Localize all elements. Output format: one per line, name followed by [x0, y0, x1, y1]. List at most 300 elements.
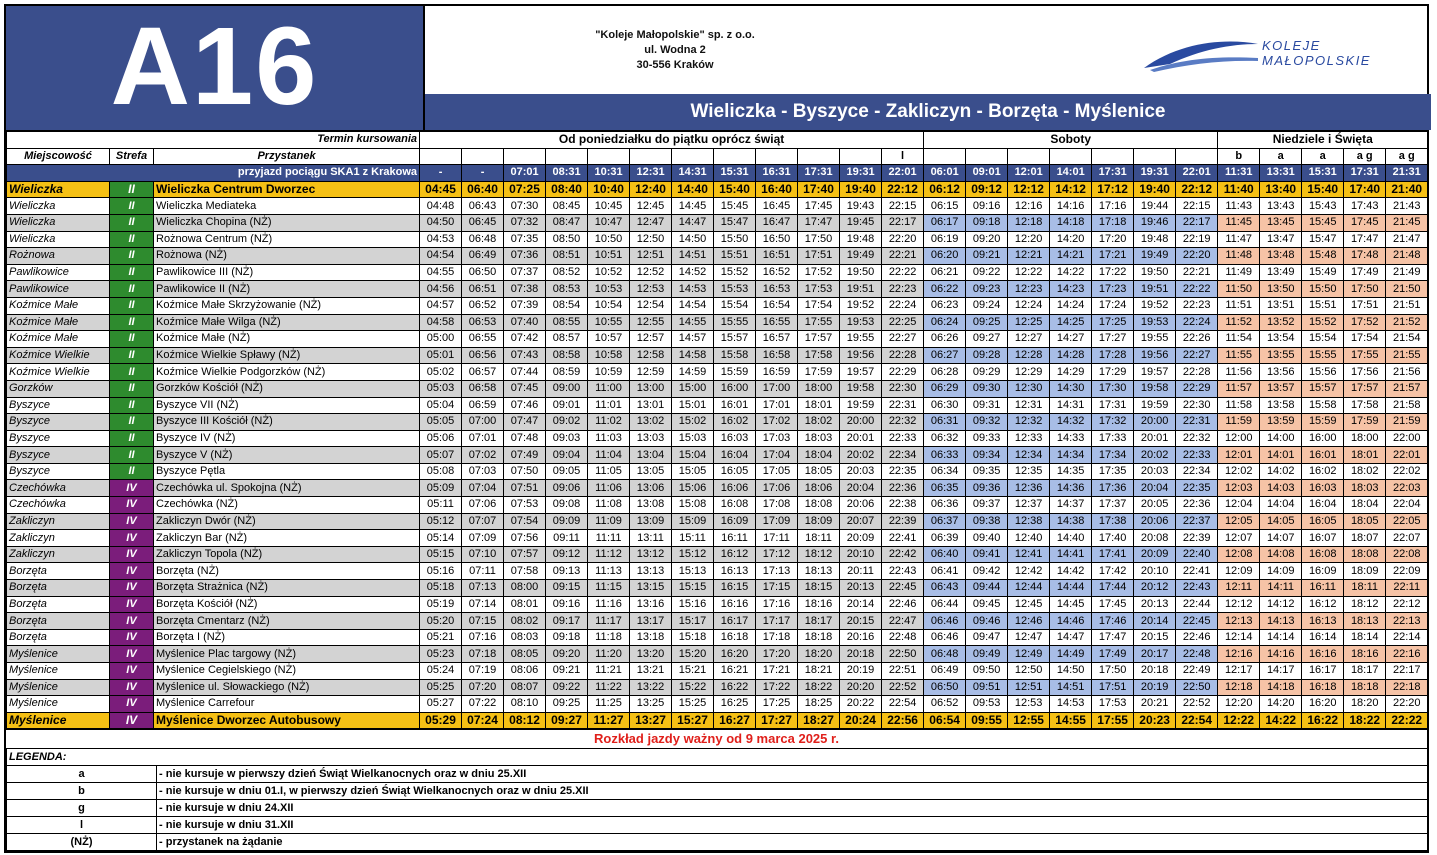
departure-time: 15:03: [672, 430, 714, 447]
stop-row: [7, 181, 1428, 198]
stop-row: [7, 447, 1428, 464]
stop-row: [7, 364, 1428, 381]
departure-time: 20:21: [1134, 696, 1176, 713]
departure-time: 07:54: [504, 513, 546, 530]
departure-time: 15:12: [672, 546, 714, 563]
departure-time: 14:41: [1050, 546, 1092, 563]
departure-time: 10:59: [588, 364, 630, 381]
departure-time: 22:50: [1176, 679, 1218, 696]
departure-time: 17:44: [1092, 580, 1134, 597]
departure-time: 05:18: [420, 580, 462, 597]
departure-time: 04:53: [420, 231, 462, 248]
departure-time: 14:34: [1050, 447, 1092, 464]
departure-time: 15:01: [672, 397, 714, 414]
departure-time: 21:51: [1386, 297, 1428, 314]
departure-time: 09:46: [966, 613, 1008, 630]
stop-zone: II: [110, 430, 154, 447]
departure-time: 11:16: [588, 596, 630, 613]
departure-time: 04:50: [420, 214, 462, 231]
train-time: 15:31: [1302, 165, 1344, 182]
departure-time: 14:53: [1050, 696, 1092, 713]
stop-town: Myślenice: [7, 646, 110, 663]
company-address: [525, 28, 825, 73]
stop-name: Koźmice Małe (NŻ): [154, 331, 420, 348]
departure-time: 20:06: [1134, 513, 1176, 530]
stop-name: Byszyce Pętla: [154, 463, 420, 480]
departure-time: 06:30: [924, 397, 966, 414]
departure-time: 08:12: [504, 712, 546, 729]
departure-time: 09:41: [966, 546, 1008, 563]
departure-time: 09:51: [966, 679, 1008, 696]
departure-time: 15:52: [714, 264, 756, 281]
stop-row: [7, 546, 1428, 563]
stop-row: [7, 629, 1428, 646]
departure-time: 16:20: [1302, 696, 1344, 713]
departure-time: 22:24: [1176, 314, 1218, 331]
departure-time: 16:53: [756, 281, 798, 298]
departure-time: 19:55: [1134, 331, 1176, 348]
departure-time: 12:34: [1008, 447, 1050, 464]
departure-time: 05:07: [420, 447, 462, 464]
departure-time: 12:38: [1008, 513, 1050, 530]
departure-time: 19:50: [840, 264, 882, 281]
departure-time: 20:13: [1134, 596, 1176, 613]
stop-name: Pawlikowice II (NŻ): [154, 281, 420, 298]
departure-time: 12:59: [630, 364, 672, 381]
stop-row: [7, 530, 1428, 547]
departure-time: 06:56: [462, 347, 504, 364]
departure-time: 13:05: [630, 463, 672, 480]
departure-time: 17:48: [1344, 248, 1386, 265]
departure-time: 14:50: [1050, 663, 1092, 680]
departure-time: 13:45: [1260, 214, 1302, 231]
departure-time: 06:20: [924, 248, 966, 265]
departure-time: 15:20: [672, 646, 714, 663]
departure-time: 07:19: [462, 663, 504, 680]
koleje-malopolskie-logo: [1140, 34, 1380, 74]
train-time: 17:31: [1092, 165, 1134, 182]
departure-time: 14:25: [1050, 314, 1092, 331]
departure-time: 12:50: [1008, 663, 1050, 680]
train-time: 09:01: [966, 165, 1008, 182]
stop-zone: II: [110, 281, 154, 298]
departure-time: 22:40: [1176, 546, 1218, 563]
departure-time: 14:31: [1050, 397, 1092, 414]
departure-time: 17:13: [756, 563, 798, 580]
departure-time: 15:04: [672, 447, 714, 464]
stop-town: Byszyce: [7, 397, 110, 414]
stop-name: Koźmice Wielkie Spławy (NŻ): [154, 347, 420, 364]
departure-time: 07:16: [462, 629, 504, 646]
legend-text: - przystanek na żądanie: [157, 834, 1428, 851]
departure-time: 22:50: [882, 646, 924, 663]
stop-zone: IV: [110, 580, 154, 597]
departure-time: 16:17: [1302, 663, 1344, 680]
departure-time: 14:09: [1260, 563, 1302, 580]
departure-time: 21:52: [1386, 314, 1428, 331]
departure-time: 07:43: [504, 347, 546, 364]
departure-time: 22:39: [882, 513, 924, 530]
departure-time: 16:20: [714, 646, 756, 663]
departure-time: 06:50: [462, 264, 504, 281]
departure-time: 17:57: [1344, 380, 1386, 397]
departure-time: 17:22: [756, 679, 798, 696]
departure-time: 20:04: [1134, 480, 1176, 497]
departure-time: 06:45: [462, 214, 504, 231]
stop-town: Wieliczka: [7, 214, 110, 231]
legend-title: LEGENDA:: [7, 749, 1428, 766]
departure-time: 11:20: [588, 646, 630, 663]
departure-time: 15:09: [672, 513, 714, 530]
departure-time: 15:06: [672, 480, 714, 497]
legend-text: - nie kursuje w dniu 01.I, w pierwszy dzień Świąt Wielkanocnych oraz w dniu 25.XII: [157, 783, 1428, 800]
departure-time: 15:21: [672, 663, 714, 680]
departure-time: 13:13: [630, 563, 672, 580]
departure-time: 16:05: [714, 463, 756, 480]
departure-time: 11:56: [1218, 364, 1260, 381]
departure-time: 17:55: [1092, 712, 1134, 729]
departure-time: 13:03: [630, 430, 672, 447]
departure-time: 20:14: [840, 596, 882, 613]
stop-row: [7, 679, 1428, 696]
departure-time: 14:00: [1260, 430, 1302, 447]
legend-text: - nie kursuje w dniu 24.XII: [157, 800, 1428, 817]
departure-time: 18:00: [798, 380, 840, 397]
departure-time: 08:07: [504, 679, 546, 696]
departure-time: 14:02: [1260, 463, 1302, 480]
departure-time: 22:47: [882, 613, 924, 630]
departure-time: 06:35: [924, 480, 966, 497]
stop-zone: II: [110, 198, 154, 215]
departure-time: 06:23: [924, 297, 966, 314]
departure-time: 14:53: [672, 281, 714, 298]
departure-time: 12:32: [1008, 414, 1050, 431]
departure-time: 09:05: [546, 463, 588, 480]
departure-time: 14:27: [1050, 331, 1092, 348]
departure-time: 12:33: [1008, 430, 1050, 447]
departure-time: 13:22: [630, 679, 672, 696]
departure-time: 08:55: [546, 314, 588, 331]
departure-time: 14:44: [1050, 580, 1092, 597]
stop-row: [7, 314, 1428, 331]
note-cell: [798, 148, 840, 165]
departure-time: 05:12: [420, 513, 462, 530]
departure-time: 05:23: [420, 646, 462, 663]
departure-time: 16:11: [714, 530, 756, 547]
departure-time: 12:16: [1008, 198, 1050, 215]
termin-label: Termin kursowania: [7, 132, 420, 149]
stop-town: Borzęta: [7, 563, 110, 580]
departure-time: 15:47: [714, 214, 756, 231]
departure-time: 22:23: [882, 281, 924, 298]
departure-time: 19:58: [1134, 380, 1176, 397]
departure-time: 22:12: [1176, 181, 1218, 198]
departure-time: 11:09: [588, 513, 630, 530]
departure-time: 16:07: [1302, 530, 1344, 547]
departure-time: 04:56: [420, 281, 462, 298]
departure-time: 22:15: [882, 198, 924, 215]
departure-time: 17:45: [1344, 214, 1386, 231]
departure-time: 18:03: [798, 430, 840, 447]
departure-time: 12:57: [630, 331, 672, 348]
stop-zone: IV: [110, 696, 154, 713]
departure-time: 22:48: [1176, 646, 1218, 663]
departure-time: 13:51: [1260, 297, 1302, 314]
departure-time: 22:02: [1386, 463, 1428, 480]
stop-name: Borzęta I (NŻ): [154, 629, 420, 646]
departure-time: 20:02: [840, 447, 882, 464]
departure-time: 17:40: [1344, 181, 1386, 198]
departure-time: 06:43: [462, 198, 504, 215]
stop-name: Byszyce IV (NŻ): [154, 430, 420, 447]
note-cell: [1134, 148, 1176, 165]
departure-time: 15:55: [714, 314, 756, 331]
departure-time: 21:56: [1386, 364, 1428, 381]
departure-time: 16:22: [714, 679, 756, 696]
departure-time: 17:31: [1092, 397, 1134, 414]
departure-time: 14:21: [1050, 248, 1092, 265]
legend-item: [7, 766, 1428, 783]
header-row-columns: [7, 148, 1428, 165]
departure-time: 20:00: [840, 414, 882, 431]
departure-time: 15:55: [1302, 347, 1344, 364]
departure-time: 15:51: [714, 248, 756, 265]
departure-time: 07:02: [462, 447, 504, 464]
departure-time: 14:42: [1050, 563, 1092, 580]
departure-time: 08:47: [546, 214, 588, 231]
departure-time: 12:18: [1218, 679, 1260, 696]
departure-time: 07:07: [462, 513, 504, 530]
departure-time: 09:27: [546, 712, 588, 729]
stop-name: Myślenice Cegielskiego (NŻ): [154, 663, 420, 680]
departure-time: 12:53: [1008, 696, 1050, 713]
departure-time: 07:36: [504, 248, 546, 265]
departure-time: 17:06: [756, 480, 798, 497]
departure-time: 11:52: [1218, 314, 1260, 331]
note-cell: a: [1302, 148, 1344, 165]
stop-row: [7, 198, 1428, 215]
departure-time: 12:09: [1218, 563, 1260, 580]
departure-time: 22:27: [1176, 347, 1218, 364]
departure-time: 17:00: [756, 380, 798, 397]
departure-time: 22:15: [1176, 198, 1218, 215]
departure-time: 11:00: [588, 380, 630, 397]
departure-time: 09:15: [546, 580, 588, 597]
legend-item: [7, 834, 1428, 851]
departure-time: 07:46: [504, 397, 546, 414]
stop-name: Wieliczka Mediateka: [154, 198, 420, 215]
departure-time: 20:19: [840, 663, 882, 680]
departure-time: 09:45: [966, 596, 1008, 613]
stop-town: Zakliczyn: [7, 530, 110, 547]
departure-time: 11:13: [588, 563, 630, 580]
departure-time: 11:27: [588, 712, 630, 729]
departure-time: 14:01: [1260, 447, 1302, 464]
departure-time: 17:42: [1092, 563, 1134, 580]
departure-time: 16:16: [714, 596, 756, 613]
stop-row: [7, 563, 1428, 580]
departure-time: 07:37: [504, 264, 546, 281]
departure-time: 11:59: [1218, 414, 1260, 431]
departure-time: 07:58: [504, 563, 546, 580]
stop-town: Byszyce: [7, 463, 110, 480]
stop-name: Wieliczka Centrum Dworzec: [154, 181, 420, 198]
departure-time: 20:03: [840, 463, 882, 480]
departure-time: 09:47: [966, 629, 1008, 646]
departure-time: 17:24: [1092, 297, 1134, 314]
departure-time: 09:49: [966, 646, 1008, 663]
departure-time: 18:16: [1344, 646, 1386, 663]
stop-zone: IV: [110, 646, 154, 663]
departure-time: 22:00: [1386, 430, 1428, 447]
departure-time: 09:33: [966, 430, 1008, 447]
stop-town: Byszyce: [7, 447, 110, 464]
train-time: 17:31: [798, 165, 840, 182]
stop-name: Koźmice Małe Wilga (NŻ): [154, 314, 420, 331]
departure-time: 04:45: [420, 181, 462, 198]
departure-time: 05:09: [420, 480, 462, 497]
stop-name: Rożnowa Centrum (NŻ): [154, 231, 420, 248]
departure-time: 13:11: [630, 530, 672, 547]
departure-time: 17:57: [798, 331, 840, 348]
departure-time: 11:25: [588, 696, 630, 713]
departure-time: 09:24: [966, 297, 1008, 314]
departure-time: 15:54: [1302, 331, 1344, 348]
departure-time: 07:50: [504, 463, 546, 480]
departure-time: 11:22: [588, 679, 630, 696]
timetable-sheet: [4, 4, 1429, 853]
note-cell: [588, 148, 630, 165]
departure-time: 22:35: [882, 463, 924, 480]
departure-time: 09:44: [966, 580, 1008, 597]
departure-time: 17:04: [756, 447, 798, 464]
departure-time: 18:08: [798, 497, 840, 514]
departure-time: 12:52: [630, 264, 672, 281]
stop-town: Zakliczyn: [7, 513, 110, 530]
departure-time: 13:47: [1260, 231, 1302, 248]
departure-time: 22:20: [1176, 248, 1218, 265]
departure-time: 22:09: [1386, 563, 1428, 580]
departure-time: 05:25: [420, 679, 462, 696]
departure-time: 12:24: [1008, 297, 1050, 314]
departure-time: 04:55: [420, 264, 462, 281]
departure-time: 15:16: [672, 596, 714, 613]
departure-time: 12:44: [1008, 580, 1050, 597]
departure-time: 13:52: [1260, 314, 1302, 331]
departure-time: 13:56: [1260, 364, 1302, 381]
departure-time: 09:34: [966, 447, 1008, 464]
stop-row: [7, 463, 1428, 480]
departure-time: 10:51: [588, 248, 630, 265]
departure-time: 16:47: [756, 214, 798, 231]
departure-time: 09:42: [966, 563, 1008, 580]
departure-time: 14:46: [1050, 613, 1092, 630]
departure-time: 18:12: [798, 546, 840, 563]
departure-time: 16:22: [1302, 712, 1344, 729]
train-time: 19:31: [840, 165, 882, 182]
departure-time: 14:18: [1050, 214, 1092, 231]
stop-name: Byszyce V (NŻ): [154, 447, 420, 464]
departure-time: 09:29: [966, 364, 1008, 381]
departure-time: 14:16: [1260, 646, 1302, 663]
departure-time: 12:47: [1008, 629, 1050, 646]
departure-time: 22:49: [1176, 663, 1218, 680]
departure-time: 08:51: [546, 248, 588, 265]
departure-time: 15:45: [1302, 214, 1344, 231]
departure-time: 17:35: [1092, 463, 1134, 480]
departure-time: 07:47: [504, 414, 546, 431]
departure-time: 14:14: [1260, 629, 1302, 646]
departure-time: 20:09: [840, 530, 882, 547]
departure-time: 22:45: [1176, 613, 1218, 630]
stop-town: Koźmice Małe: [7, 331, 110, 348]
departure-time: 14:52: [672, 264, 714, 281]
departure-time: 19:43: [840, 198, 882, 215]
departure-time: 22:33: [882, 430, 924, 447]
departure-time: 06:48: [462, 231, 504, 248]
departure-time: 11:03: [588, 430, 630, 447]
departure-time: 22:17: [1176, 214, 1218, 231]
departure-time: 05:19: [420, 596, 462, 613]
departure-time: 12:20: [1008, 231, 1050, 248]
departure-time: 08:58: [546, 347, 588, 364]
departure-time: 11:43: [1218, 198, 1260, 215]
departure-time: 14:28: [1050, 347, 1092, 364]
stop-zone: IV: [110, 497, 154, 514]
stop-name: Borzęta (NŻ): [154, 563, 420, 580]
stop-town: Gorzków: [7, 380, 110, 397]
departure-time: 10:54: [588, 297, 630, 314]
departure-time: 08:00: [504, 580, 546, 597]
departure-time: 20:10: [840, 546, 882, 563]
departure-time: 20:05: [1134, 497, 1176, 514]
departure-time: 09:03: [546, 430, 588, 447]
departure-time: 18:13: [1344, 613, 1386, 630]
departure-time: 18:25: [798, 696, 840, 713]
departure-time: 07:39: [504, 297, 546, 314]
departure-time: 17:47: [1092, 629, 1134, 646]
departure-time: 16:08: [714, 497, 756, 514]
departure-time: 12:40: [1008, 530, 1050, 547]
departure-time: 13:09: [630, 513, 672, 530]
train-time: 15:31: [714, 165, 756, 182]
train-arrival-row: [7, 165, 1428, 182]
departure-time: 16:45: [756, 198, 798, 215]
departure-time: 12:55: [1008, 712, 1050, 729]
departure-time: 19:51: [840, 281, 882, 298]
departure-time: 22:31: [1176, 414, 1218, 431]
departure-time: 15:43: [1302, 198, 1344, 215]
train-time: 13:31: [1260, 165, 1302, 182]
departure-time: 14:33: [1050, 430, 1092, 447]
departure-time: 15:51: [1302, 297, 1344, 314]
departure-time: 13:58: [1260, 397, 1302, 414]
note-cell: a g: [1344, 148, 1386, 165]
departure-time: 17:23: [1092, 281, 1134, 298]
departure-time: 17:18: [756, 629, 798, 646]
departure-time: 17:21: [1092, 248, 1134, 265]
departure-time: 20:20: [840, 679, 882, 696]
departure-time: 22:25: [882, 314, 924, 331]
departure-time: 17:18: [1092, 214, 1134, 231]
departure-time: 11:54: [1218, 331, 1260, 348]
stop-zone: II: [110, 231, 154, 248]
departure-time: 18:08: [1344, 546, 1386, 563]
departure-time: 17:02: [756, 414, 798, 431]
departure-time: 08:03: [504, 629, 546, 646]
departure-time: 17:16: [756, 596, 798, 613]
departure-time: 14:55: [1050, 712, 1092, 729]
